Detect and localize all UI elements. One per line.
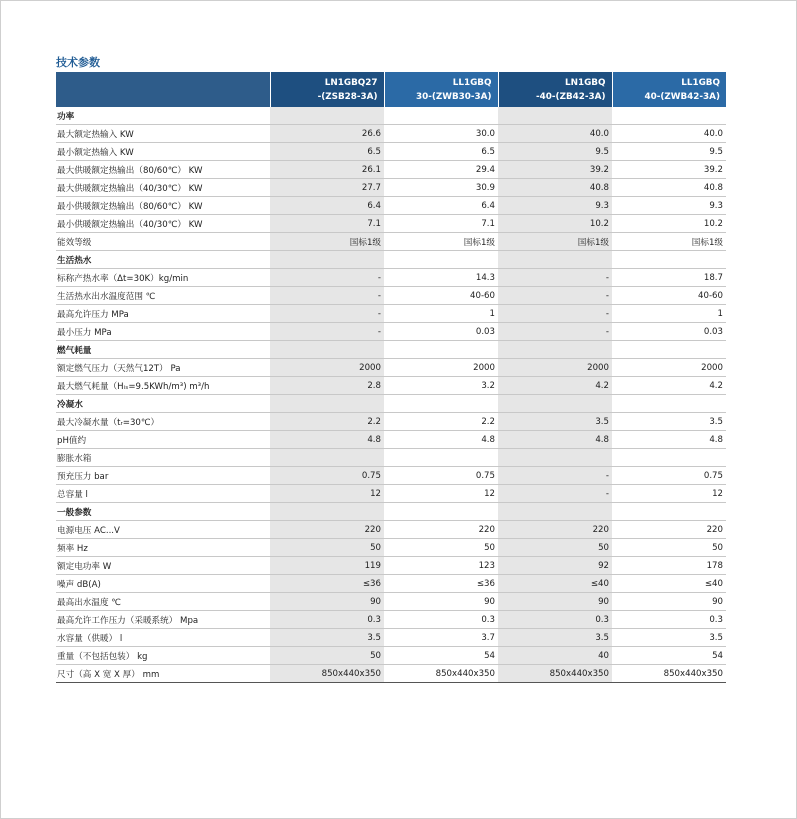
value-cell: 14.3 [384, 269, 498, 287]
row-label: 频率 Hz [56, 539, 270, 557]
empty-cell [270, 107, 384, 125]
value-cell: 3.7 [384, 629, 498, 647]
value-cell: 50 [270, 647, 384, 665]
table-row [56, 233, 726, 251]
value-cell: 1 [384, 305, 498, 323]
value-cell: 6.5 [270, 143, 384, 161]
value-cell: 9.5 [612, 143, 726, 161]
value-cell: 2000 [612, 359, 726, 377]
value-cell: - [270, 269, 384, 287]
value-cell: - [498, 287, 612, 305]
empty-cell [612, 107, 726, 125]
value-cell: 1 [612, 305, 726, 323]
model-name-line1: LL1GBQ [452, 77, 492, 88]
value-cell: 40.8 [612, 179, 726, 197]
value-cell: 国标1级 [498, 233, 612, 251]
empty-cell [270, 395, 384, 413]
value-cell: 54 [384, 647, 498, 665]
value-cell: 9.3 [612, 197, 726, 215]
table-row [56, 575, 726, 593]
table-row [56, 215, 726, 233]
table-row [56, 413, 726, 431]
table-row [56, 431, 726, 449]
table-row [56, 629, 726, 647]
model-name-line1: LN1GBQ [565, 77, 606, 88]
value-cell: 4.8 [498, 431, 612, 449]
value-cell: 92 [498, 557, 612, 575]
table-row [56, 449, 726, 467]
row-label: 标称产热水率（Δt=30K）kg/min [56, 269, 270, 287]
value-cell: - [498, 305, 612, 323]
value-cell: 3.5 [498, 413, 612, 431]
value-cell: 90 [498, 593, 612, 611]
value-cell: 50 [270, 539, 384, 557]
value-cell: 90 [384, 593, 498, 611]
value-cell: 3.5 [270, 629, 384, 647]
row-label: 额定电功率 W [56, 557, 270, 575]
empty-cell [384, 503, 498, 521]
model-name-line2: 30-(ZWB30-3A) [415, 91, 492, 102]
section-row [56, 251, 726, 269]
value-cell: 50 [384, 539, 498, 557]
section-heading: 一般参数 [56, 503, 270, 521]
row-label: 最高允许工作压力（采暖系统） Mpa [56, 611, 270, 629]
table-row [56, 143, 726, 161]
value-cell: - [270, 323, 384, 341]
value-cell: 220 [384, 521, 498, 539]
value-cell: 2.8 [270, 377, 384, 395]
table-row [56, 359, 726, 377]
value-cell: 12 [270, 485, 384, 503]
row-label: 最大供暖额定热输出（40/30℃） KW [56, 179, 270, 197]
value-cell: 26.6 [270, 125, 384, 143]
empty-cell [384, 251, 498, 269]
row-label: 最小额定热输入 KW [56, 143, 270, 161]
value-cell [498, 449, 612, 467]
value-cell: 0.3 [384, 611, 498, 629]
empty-cell [498, 107, 612, 125]
value-cell: 0.03 [384, 323, 498, 341]
value-cell: 4.8 [612, 431, 726, 449]
value-cell: 123 [384, 557, 498, 575]
model-header-3 [498, 72, 612, 107]
value-cell: - [498, 467, 612, 485]
table-row [56, 467, 726, 485]
value-cell: 220 [270, 521, 384, 539]
row-label: 电源电压 AC...V [56, 521, 270, 539]
row-label: pH值约 [56, 431, 270, 449]
value-cell: ≤40 [498, 575, 612, 593]
value-cell: 90 [270, 593, 384, 611]
table-row [56, 647, 726, 665]
row-label: 最小供暖额定热输出（80/60℃） KW [56, 197, 270, 215]
value-cell: 119 [270, 557, 384, 575]
section-row [56, 107, 726, 125]
table-row [56, 557, 726, 575]
value-cell: 220 [612, 521, 726, 539]
empty-cell [270, 341, 384, 359]
value-cell: 850x440x350 [612, 665, 726, 683]
value-cell: 850x440x350 [384, 665, 498, 683]
value-cell: 2.2 [384, 413, 498, 431]
row-label: 最小供暖额定热输出（40/30℃） KW [56, 215, 270, 233]
table-row [56, 305, 726, 323]
header-row [56, 72, 726, 107]
row-label: 预充压力 bar [56, 467, 270, 485]
model-header-2 [384, 72, 498, 107]
value-cell: 39.2 [612, 161, 726, 179]
value-cell: 4.8 [270, 431, 384, 449]
value-cell: 27.7 [270, 179, 384, 197]
value-cell: 220 [498, 521, 612, 539]
value-cell: 4.2 [498, 377, 612, 395]
section-heading: 燃气耗量 [56, 341, 270, 359]
value-cell: 3.5 [498, 629, 612, 647]
model-name-line2: -(ZSB28-3A) [317, 91, 378, 102]
value-cell: 国标1级 [384, 233, 498, 251]
table-row [56, 593, 726, 611]
value-cell: 850x440x350 [270, 665, 384, 683]
row-label: 尺寸（高 X 宽 X 厚） mm [56, 665, 270, 683]
section-heading: 功率 [56, 107, 270, 125]
row-label: 水容量（供暖） l [56, 629, 270, 647]
value-cell: - [270, 287, 384, 305]
page-title: 技术参数 [56, 56, 100, 69]
value-cell: 12 [384, 485, 498, 503]
empty-cell [384, 341, 498, 359]
value-cell: - [270, 305, 384, 323]
row-label: 最大冷凝水量（tᵣ=30℃） [56, 413, 270, 431]
row-label: 生活热水出水温度范围 ℃ [56, 287, 270, 305]
empty-cell [498, 251, 612, 269]
value-cell: 50 [498, 539, 612, 557]
table-body [56, 107, 726, 683]
value-cell: 2000 [384, 359, 498, 377]
value-cell: 40 [498, 647, 612, 665]
value-cell: 4.8 [384, 431, 498, 449]
value-cell: 3.2 [384, 377, 498, 395]
table-row [56, 539, 726, 557]
empty-cell [498, 395, 612, 413]
value-cell: 4.2 [612, 377, 726, 395]
table-row [56, 485, 726, 503]
row-label: 最大燃气耗量（Hᵢₛ=9.5KWh/m³) m³/h [56, 377, 270, 395]
model-header-4 [612, 72, 726, 107]
value-cell: ≤36 [384, 575, 498, 593]
section-row [56, 341, 726, 359]
empty-cell [270, 251, 384, 269]
empty-cell [612, 341, 726, 359]
value-cell: 50 [612, 539, 726, 557]
value-cell: 0.3 [270, 611, 384, 629]
value-cell: 40.8 [498, 179, 612, 197]
value-cell: 2000 [270, 359, 384, 377]
value-cell: 2000 [498, 359, 612, 377]
spec-table [56, 72, 726, 683]
model-name-line1: LL1GBQ [681, 77, 720, 88]
row-label: 总容量 l [56, 485, 270, 503]
table-row [56, 521, 726, 539]
value-cell: 国标1级 [612, 233, 726, 251]
table-row [56, 665, 726, 683]
empty-cell [498, 341, 612, 359]
value-cell: 29.4 [384, 161, 498, 179]
value-cell: 26.1 [270, 161, 384, 179]
value-cell: 12 [612, 485, 726, 503]
value-cell: 6.4 [270, 197, 384, 215]
table-row [56, 179, 726, 197]
value-cell: 0.75 [270, 467, 384, 485]
row-label: 能效等级 [56, 233, 270, 251]
value-cell: 6.5 [384, 143, 498, 161]
value-cell: 850x440x350 [498, 665, 612, 683]
value-cell [384, 449, 498, 467]
table-row [56, 197, 726, 215]
value-cell: 7.1 [384, 215, 498, 233]
table-row [56, 125, 726, 143]
value-cell: 30.9 [384, 179, 498, 197]
section-heading: 生活热水 [56, 251, 270, 269]
value-cell: 6.4 [384, 197, 498, 215]
value-cell: 0.75 [612, 467, 726, 485]
value-cell: ≤36 [270, 575, 384, 593]
empty-cell [612, 251, 726, 269]
empty-cell [270, 503, 384, 521]
value-cell: 7.1 [270, 215, 384, 233]
model-name-line2: -40-(ZB42-3A) [536, 91, 606, 102]
value-cell [270, 449, 384, 467]
row-label: 最高允许压力 MPa [56, 305, 270, 323]
value-cell: 9.3 [498, 197, 612, 215]
empty-cell [384, 107, 498, 125]
row-label: 最高出水温度 ℃ [56, 593, 270, 611]
table-row [56, 323, 726, 341]
value-cell: 178 [612, 557, 726, 575]
table-row [56, 287, 726, 305]
value-cell [612, 449, 726, 467]
value-cell: - [498, 269, 612, 287]
value-cell: 40.0 [612, 125, 726, 143]
value-cell: 10.2 [612, 215, 726, 233]
value-cell: - [498, 323, 612, 341]
value-cell: 3.5 [612, 413, 726, 431]
row-label: 膨胀水箱 [56, 449, 270, 467]
value-cell: 90 [612, 593, 726, 611]
value-cell: 0.75 [384, 467, 498, 485]
value-cell: 54 [612, 647, 726, 665]
row-label: 最大额定热输入 KW [56, 125, 270, 143]
value-cell: 10.2 [498, 215, 612, 233]
row-label: 额定燃气压力（天然气12T） Pa [56, 359, 270, 377]
value-cell: 2.2 [270, 413, 384, 431]
value-cell: 40.0 [498, 125, 612, 143]
row-label: 噪声 dB(A) [56, 575, 270, 593]
row-label: 最大供暖额定热输出（80/60℃） KW [56, 161, 270, 179]
empty-cell [612, 503, 726, 521]
model-name-line1: LN1GBQ27 [324, 77, 378, 88]
table-row [56, 377, 726, 395]
model-header-1 [270, 72, 384, 107]
model-name-line2: 40-(ZWB42-3A) [644, 91, 720, 102]
row-label: 重量（不包括包装） kg [56, 647, 270, 665]
value-cell: 9.5 [498, 143, 612, 161]
table-row [56, 269, 726, 287]
value-cell: - [498, 485, 612, 503]
table-row [56, 161, 726, 179]
table-header [56, 72, 726, 107]
value-cell: ≤40 [612, 575, 726, 593]
value-cell: 3.5 [612, 629, 726, 647]
value-cell: 30.0 [384, 125, 498, 143]
value-cell: 国标1级 [270, 233, 384, 251]
section-heading: 冷凝水 [56, 395, 270, 413]
value-cell: 0.3 [612, 611, 726, 629]
empty-cell [384, 395, 498, 413]
value-cell: 40-60 [384, 287, 498, 305]
value-cell: 0.3 [498, 611, 612, 629]
table-row [56, 611, 726, 629]
section-row [56, 503, 726, 521]
value-cell: 18.7 [612, 269, 726, 287]
empty-cell [498, 503, 612, 521]
section-row [56, 395, 726, 413]
header-blank-cell [56, 72, 270, 107]
empty-cell [612, 395, 726, 413]
row-label: 最小压力 MPa [56, 323, 270, 341]
value-cell: 0.03 [612, 323, 726, 341]
value-cell: 40-60 [612, 287, 726, 305]
value-cell: 39.2 [498, 161, 612, 179]
